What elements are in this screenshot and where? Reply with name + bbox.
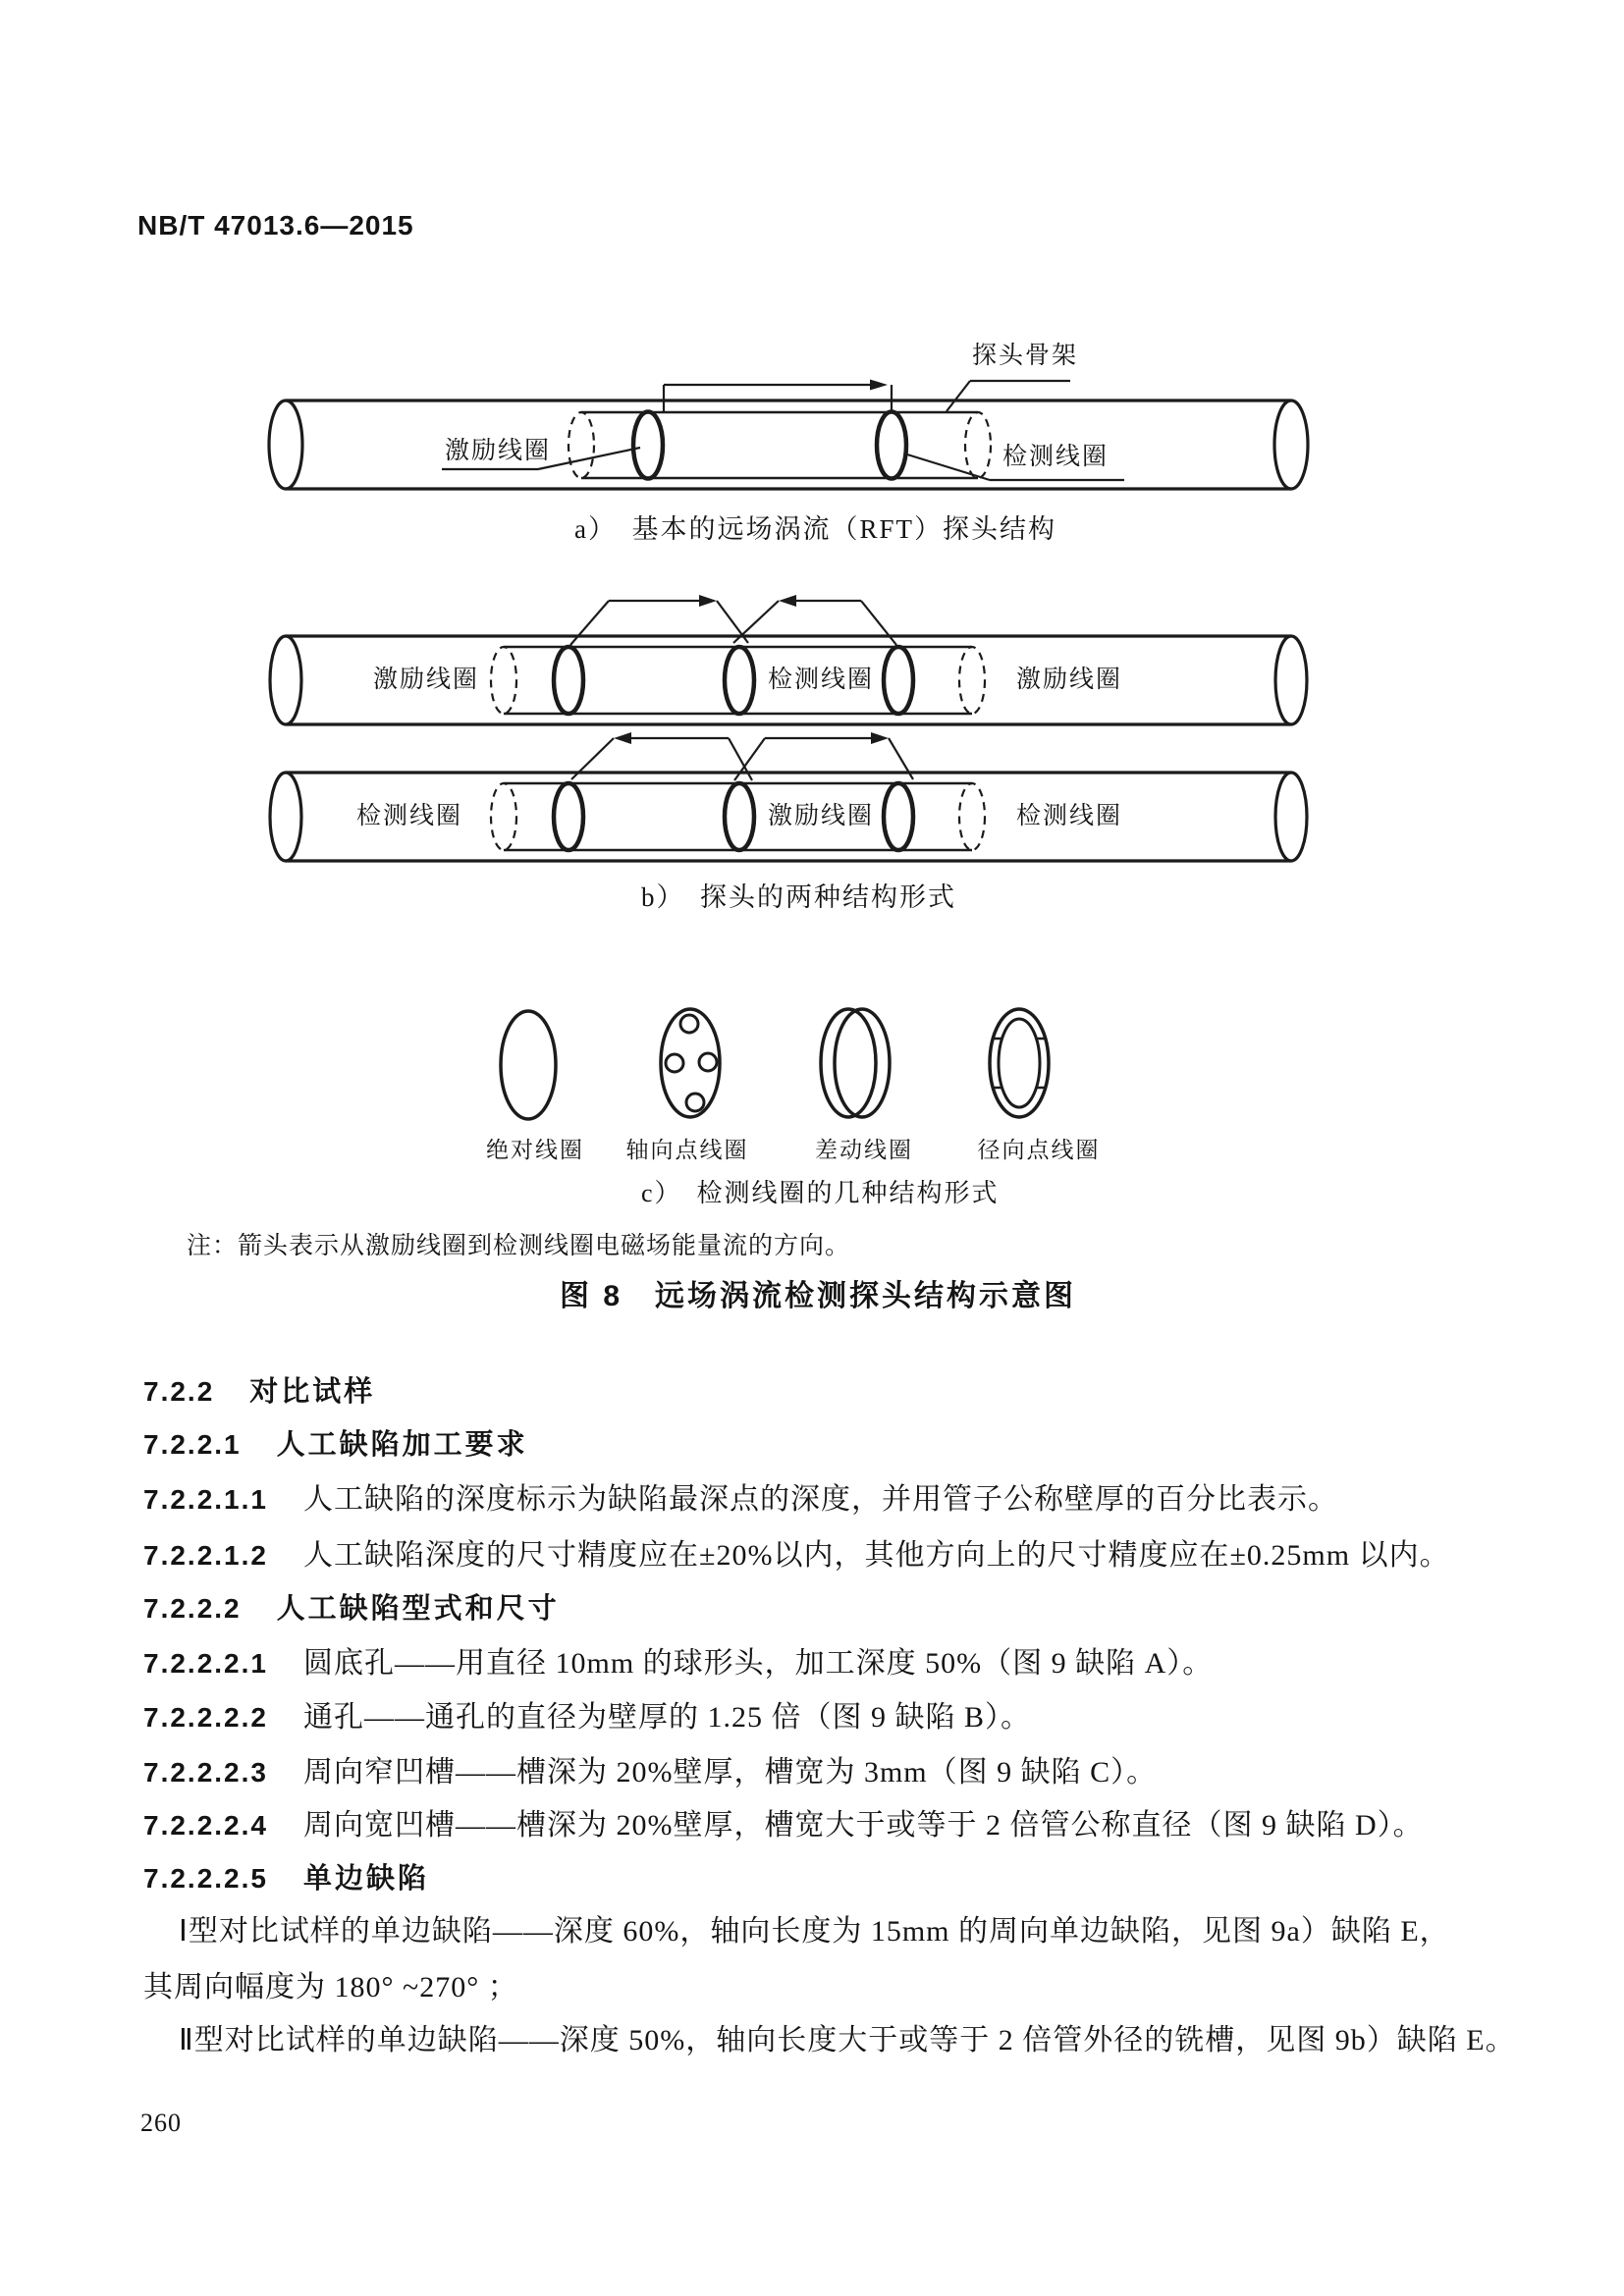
b1-label-left: 激励线圈 <box>373 667 480 693</box>
probe-end-left <box>491 783 516 850</box>
clause-text: 通孔——通孔的直径为壁厚的 1.25 倍（图 9 缺陷 B）。 <box>302 1701 1031 1734</box>
paragraph-type1-defect <box>179 1917 1450 1947</box>
arrowhead-left-icon <box>779 595 796 607</box>
clause-number: 7.2.2.1.2 <box>143 1540 268 1571</box>
detection-coil-center <box>725 647 754 714</box>
b2-label-left: 检测线圈 <box>356 803 463 829</box>
arrowhead-right-icon <box>871 732 889 744</box>
fig-c-differential-coil <box>821 1009 890 1117</box>
figure-title: 图 8 远场涡流检测探头结构示意图 <box>560 1280 1077 1312</box>
c-label-absolute: 绝对线圈 <box>486 1138 584 1162</box>
c-label-radial-point: 径向点线圈 <box>977 1138 1101 1162</box>
pipe-end-right <box>1275 773 1307 861</box>
arrowhead-left-icon <box>614 732 631 744</box>
b2-label-center: 激励线圈 <box>768 803 875 829</box>
c-label-axial-point: 轴向点线圈 <box>625 1138 749 1162</box>
excitation-coil-center <box>725 783 754 850</box>
clause-7.2.2.1.1 <box>143 1485 1338 1515</box>
caption-c: c） 检测线圈的几种结构形式 <box>641 1179 1000 1207</box>
clause-7.2.2.2.3 <box>143 1758 1157 1788</box>
detection-coil <box>877 412 906 479</box>
fig-c-axial-point-coil <box>661 1009 720 1117</box>
clause-7.2.2.2 <box>143 1594 560 1624</box>
clause-number: 7.2.2.1.1 <box>143 1484 268 1515</box>
fig-c-radial-point-coil <box>990 1009 1049 1117</box>
page-number: 260 <box>140 2109 182 2137</box>
detection-coil-right <box>884 783 913 850</box>
b1-label-right: 激励线圈 <box>1016 667 1123 693</box>
caption-b: b） 探头的两种结构形式 <box>641 882 956 912</box>
paragraph-type2-defect <box>179 2026 1516 2056</box>
clause-number: 7.2.2.2.2 <box>143 1702 268 1733</box>
paragraph-text: Ⅱ型对比试样的单边缺陷——深度 50%，轴向长度大于或等于 2 倍管外径的铣槽，见图 9b）缺陷 E。 <box>179 2024 1516 2056</box>
paragraph-text: Ⅰ型对比试样的单边缺陷——深度 60%，轴向长度为 15mm 的周向单边缺陷，见图 9a）缺陷 E， <box>179 1915 1450 1948</box>
clause-text: 周向窄凹槽——槽深为 20%壁厚，槽宽为 3mm（图 9 缺陷 C）。 <box>302 1756 1158 1789</box>
detection-coil-left <box>554 783 583 850</box>
label-excitation-coil: 激励线圈 <box>445 438 552 464</box>
clause-number: 7.2.2.2.1 <box>143 1648 268 1679</box>
clause-text: 对比试样 <box>249 1376 376 1408</box>
pipe-end-right <box>1274 400 1308 489</box>
fig-b2-probe <box>491 783 985 850</box>
pipe-end-left <box>269 400 302 489</box>
probe-end-left <box>491 647 516 714</box>
fig-a-pipe <box>269 400 1308 489</box>
clause-text: 人工缺陷型式和尺寸 <box>276 1593 560 1625</box>
clause-number: 7.2.2 <box>143 1376 215 1407</box>
probe-end-right <box>959 647 985 714</box>
excitation-coil-left <box>554 647 583 714</box>
clause-7.2.2.2.5 <box>143 1864 429 1894</box>
probe-end-left <box>568 412 594 478</box>
pipe-end-left <box>270 773 301 861</box>
arrowhead-right-icon <box>699 595 717 607</box>
clause-text: 圆底孔——用直径 10mm 的球形头，加工深度 50%（图 9 缺陷 A）。 <box>302 1647 1214 1680</box>
b2-label-right: 检测线圈 <box>1016 803 1123 829</box>
clause-text: 人工缺陷的深度标示为缺陷最深点的深度，并用管子公称壁厚的百分比表示。 <box>302 1483 1338 1516</box>
b1-label-center: 检测线圈 <box>768 667 875 693</box>
excitation-coil-right <box>884 647 913 714</box>
label-probe-skeleton: 探头骨架 <box>972 343 1079 369</box>
label-detection-coil: 检测线圈 <box>1002 444 1110 470</box>
clause-number: 7.2.2.2 <box>143 1593 242 1624</box>
caption-a: a） 基本的远场涡流（RFT）探头结构 <box>574 514 1057 544</box>
clause-text: 周向宽凹槽——槽深为 20%壁厚，槽宽大于或等于 2 倍管公称直径（图 9 缺陷 D）。 <box>302 1809 1424 1842</box>
c-label-differential: 差动线圈 <box>815 1138 913 1162</box>
clause-7.2.2.1 <box>143 1430 528 1460</box>
pipe-end-left <box>270 636 301 724</box>
fig-b1-probe <box>491 647 985 714</box>
clause-text: 人工缺陷深度的尺寸精度应在±20%以内，其他方向上的尺寸精度应在±0.25mm 以内。 <box>302 1539 1450 1572</box>
clause-7.2.2 <box>143 1377 375 1407</box>
paragraph-text: 其周向幅度为 180° ~270° ； <box>143 1971 518 2003</box>
clause-7.2.2.2.4 <box>143 1811 1424 1841</box>
clause-number: 7.2.2.1 <box>143 1429 242 1460</box>
clause-number: 7.2.2.2.4 <box>143 1810 268 1841</box>
pipe-end-right <box>1275 636 1307 724</box>
fig-c-absolute-coil <box>501 1011 556 1119</box>
figure-note: 注：箭头表示从激励线圈到检测线圈电磁场能量流的方向。 <box>187 1233 851 1259</box>
paragraph-type1-defect-cont <box>143 1973 518 2002</box>
clause-7.2.2.1.2 <box>143 1541 1450 1571</box>
excitation-coil <box>633 412 663 479</box>
arrowhead-right-icon <box>870 380 888 391</box>
fig-a-probe <box>568 412 991 479</box>
probe-end-right <box>959 783 985 850</box>
clause-7.2.2.2.1 <box>143 1649 1213 1679</box>
standard-number-header: NB/T 47013.6—2015 <box>137 210 414 240</box>
probe-end-right <box>965 412 991 478</box>
clause-number: 7.2.2.2.5 <box>143 1863 268 1894</box>
fig-a-energy-arrow <box>664 380 892 412</box>
clause-text: 单边缺陷 <box>302 1863 429 1895</box>
clause-text: 人工缺陷加工要求 <box>276 1429 528 1461</box>
clause-7.2.2.2.2 <box>143 1703 1031 1733</box>
clause-number: 7.2.2.2.3 <box>143 1757 268 1788</box>
